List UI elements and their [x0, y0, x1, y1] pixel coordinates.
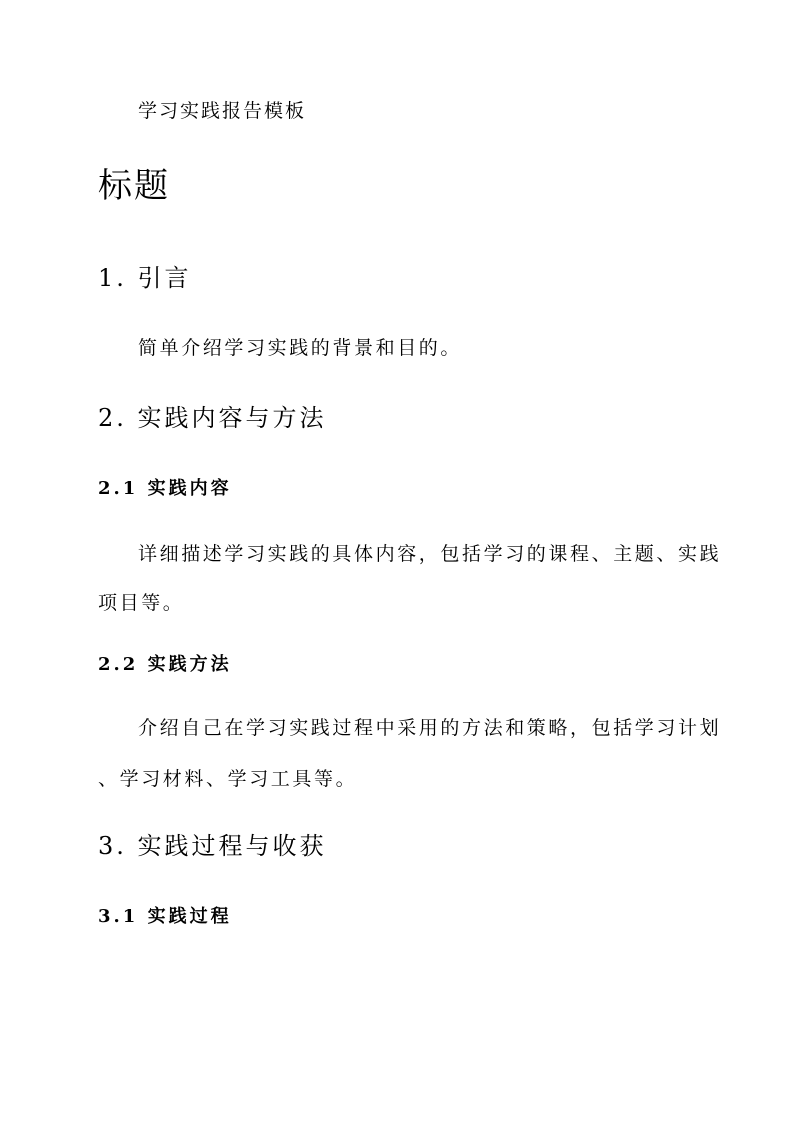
section-1-paragraph: 简单介绍学习实践的背景和目的。 [138, 337, 463, 359]
document-subtitle: 学习实践报告模板 [138, 100, 307, 122]
section-2-1-paragraph-line-1: 详细描述学习实践的具体内容，包括学习的课程、主题、实践 [138, 543, 722, 565]
section-2-1-paragraph-line-2: 项目等。 [98, 592, 185, 614]
section-2-2-paragraph-line-1: 介绍自己在学习实践过程中采用的方法和策略，包括学习计划 [138, 717, 722, 739]
section-3-1-heading: 3.1 实践过程 [98, 906, 232, 927]
section-2-heading: 2. 实践内容与方法 [98, 404, 327, 432]
section-1-heading: 1. 引言 [98, 264, 192, 292]
section-2-1-heading: 2.1 实践内容 [98, 478, 232, 499]
section-2-2-paragraph-line-2: 、学习材料、学习工具等。 [98, 768, 358, 790]
section-3-heading: 3. 实践过程与收获 [98, 832, 327, 860]
document-title: 标题 [98, 166, 170, 206]
section-2-2-heading: 2.2 实践方法 [98, 654, 232, 675]
